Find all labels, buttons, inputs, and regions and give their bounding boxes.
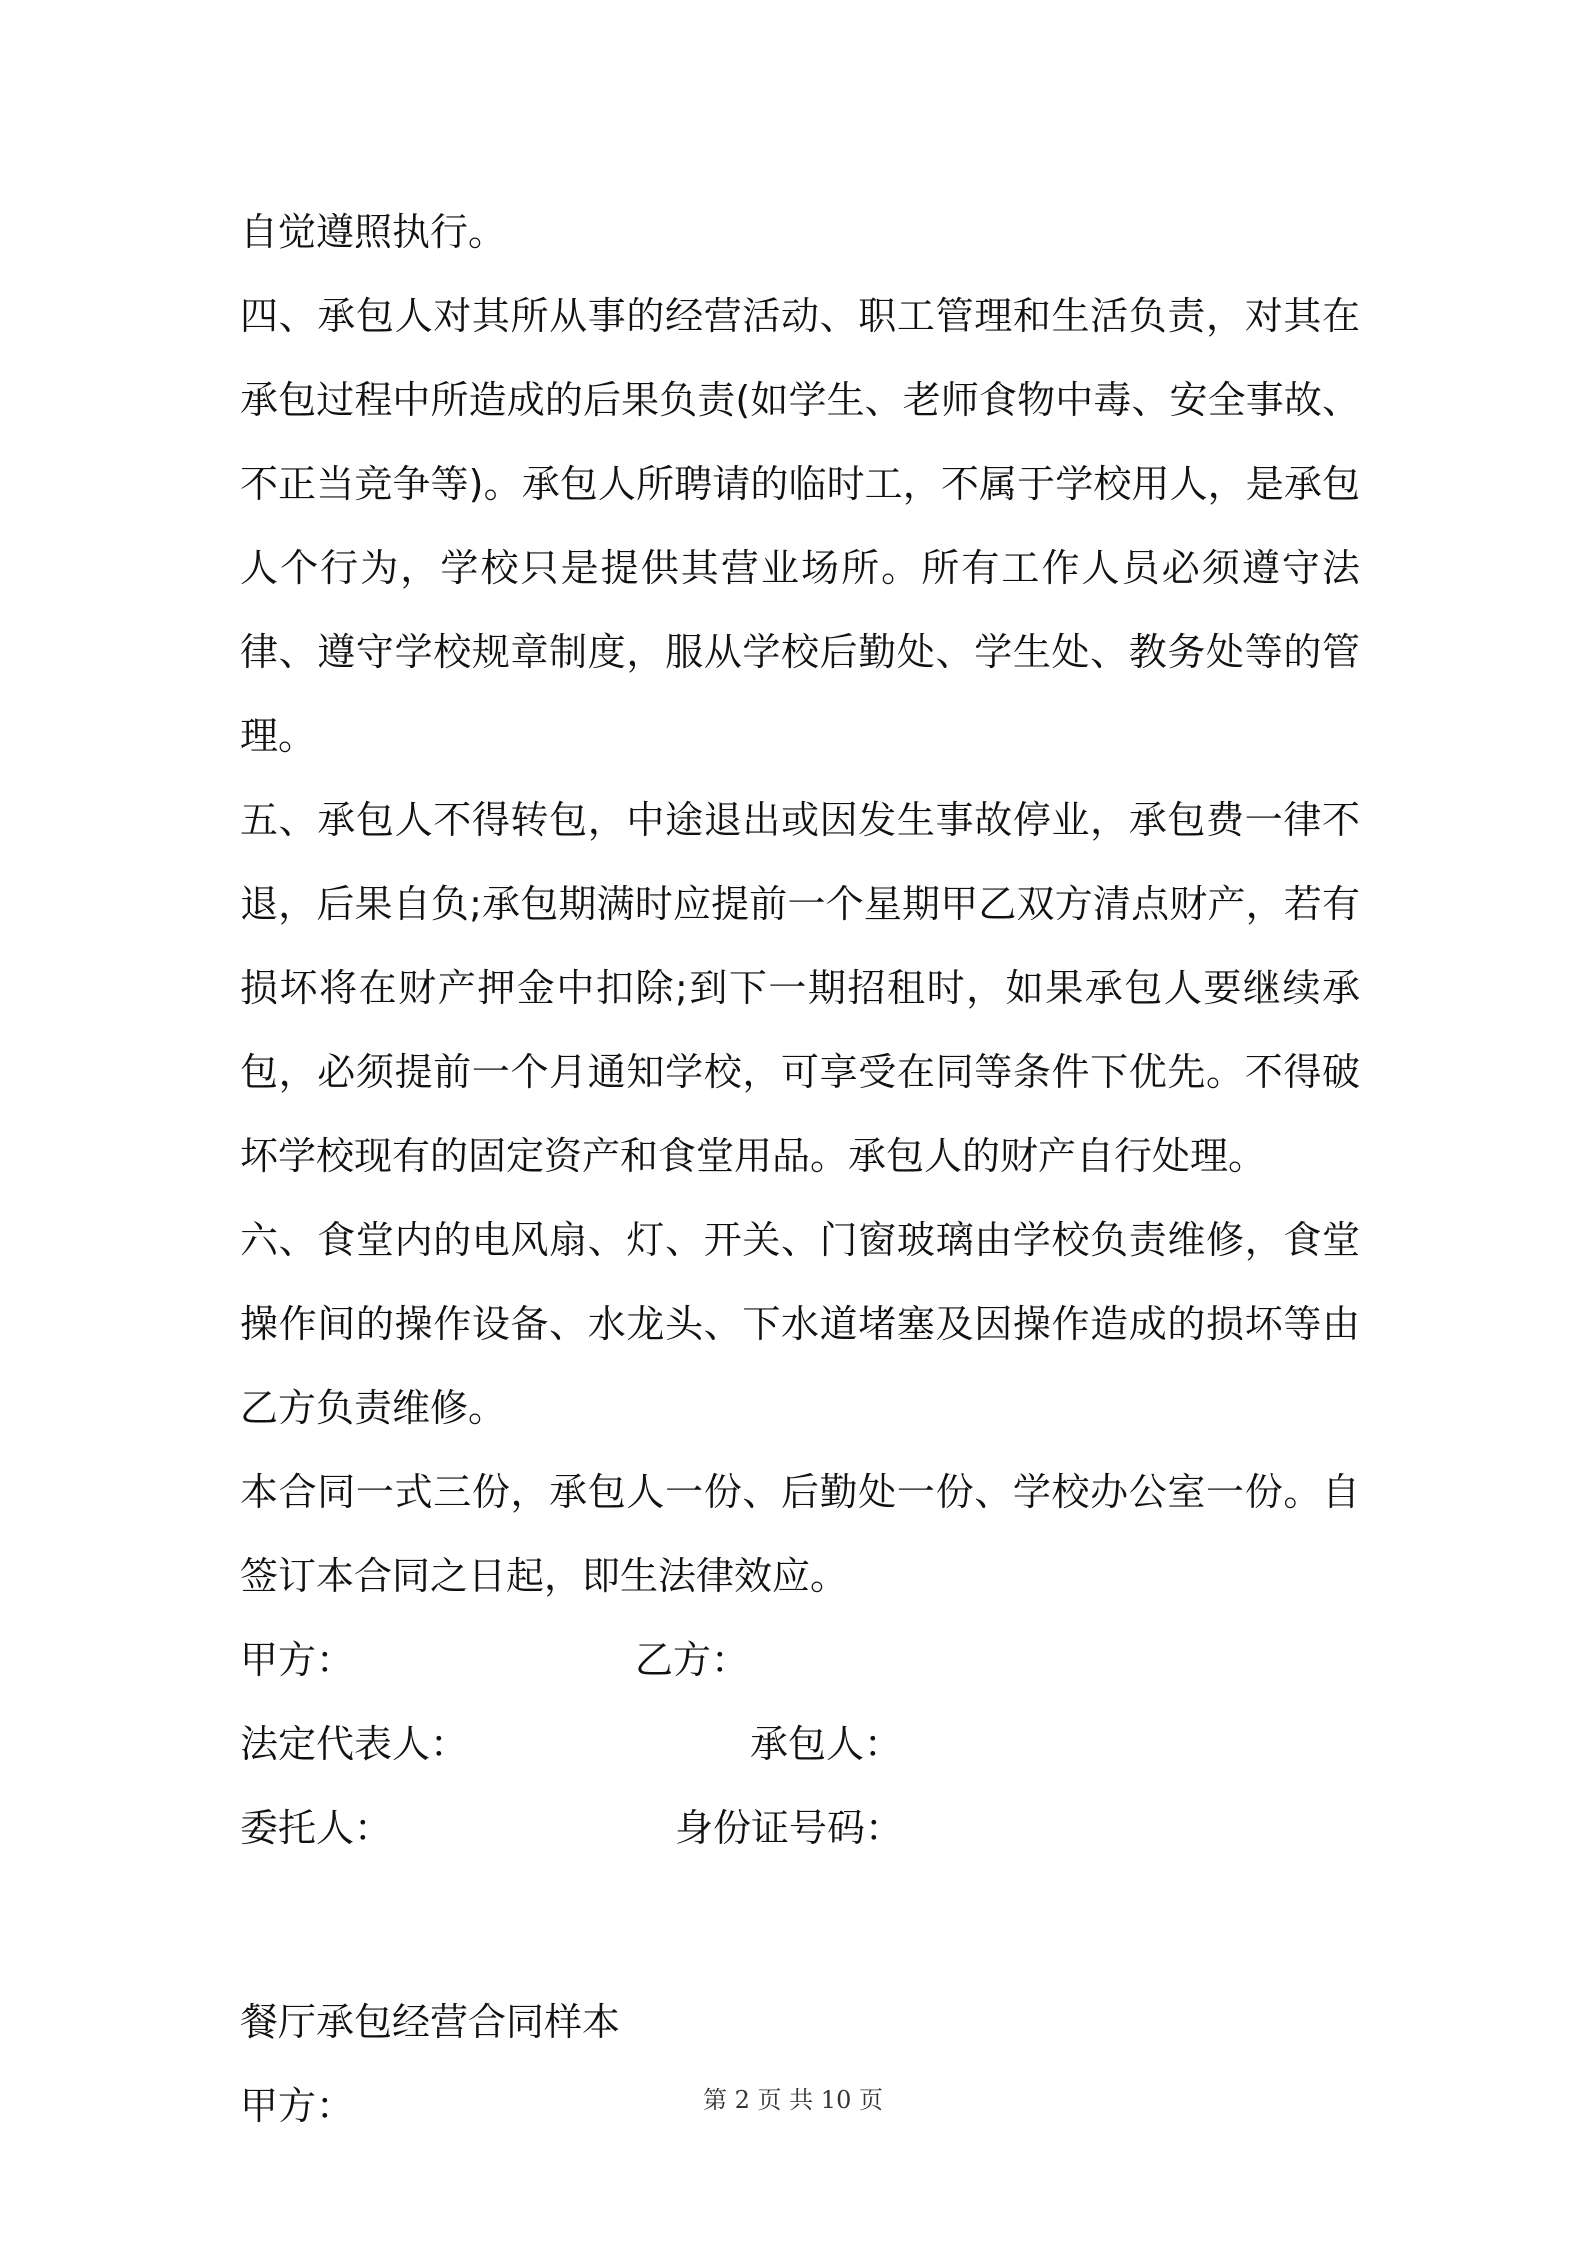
page-number-footer: 第 2 页 共 10 页 [703, 2086, 883, 2114]
legal-representative-label: 法定代表人： [240, 1722, 469, 1766]
contractor-label: 承包人： [750, 1722, 903, 1766]
party-a-label: 甲方： [240, 1638, 355, 1682]
next-contract-title: 餐厅承包经营合同样本 [240, 2000, 621, 2044]
signature-row-agent [240, 1786, 1360, 1870]
paragraph-clause-5: 五、承包人不得转包，中途退出或因发生事故停业，承包费一律不退，后果自负;承包期满时应提前一个星期甲乙双方清点财产，若有损坏将在财产押金中扣除;到下一期招租时，如果承包人要继续承包，必须提前一个月通知学校，可享受在同等条件下优先。不得破坏学校现有的固定资产和食堂用品。承包人的财产自行处理。 [240, 798, 1360, 1178]
section-gap [240, 1870, 1360, 1980]
party-b-label: 乙方： [635, 1638, 750, 1682]
document-body [240, 190, 1360, 2148]
paragraph-clause-6: 六、食堂内的电风扇、灯、开关、门窗玻璃由学校负责维修，食堂操作间的操作设备、水龙头、下水道堵塞及因操作造成的损坏等由乙方负责维修。 [240, 1218, 1360, 1430]
paragraph-continuation: 自觉遵照执行。 [240, 210, 507, 254]
paragraph-copies: 本合同一式三份，承包人一份、后勤处一份、学校办公室一份。自签订本合同之日起，即生法律效应。 [240, 1470, 1360, 1598]
paragraph-clause-4: 四、承包人对其所从事的经营活动、职工管理和生活负责，对其在承包过程中所造成的后果负责(如学生、老师食物中毒、安全事故、不正当竞争等)。承包人所聘请的临时工，不属于学校用人，是承包人个行为，学校只是提供其营业场所。所有工作人员必须遵守法律、遵守学校规章制度，服从学校后勤处、学生处、教务处等的管理。 [240, 294, 1360, 758]
next-party-a-label: 甲方： [240, 2084, 355, 2128]
signature-row-representatives [240, 1702, 1360, 1786]
id-number-label: 身份证号码： [675, 1806, 904, 1850]
agent-label: 委托人： [240, 1806, 393, 1850]
signature-row-parties [240, 1618, 1360, 1702]
